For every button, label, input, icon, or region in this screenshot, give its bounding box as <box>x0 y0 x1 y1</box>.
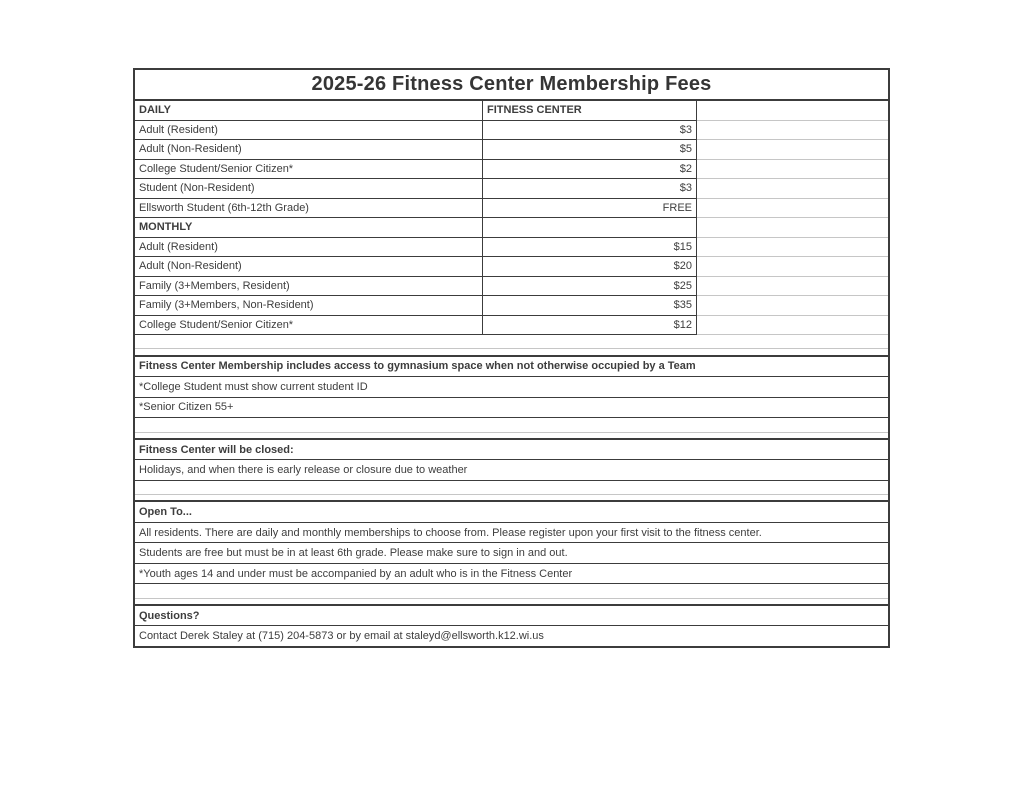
fee-price: $3 <box>483 121 697 141</box>
fee-price: FREE <box>483 199 697 219</box>
empty-cell <box>697 199 888 219</box>
note-line: *College Student must show current student ID <box>135 377 888 398</box>
empty-cell <box>697 257 888 277</box>
empty-cell <box>697 316 888 336</box>
gridline <box>135 348 888 349</box>
fee-row <box>135 277 888 297</box>
fee-price: $35 <box>483 296 697 316</box>
section-heading: Fitness Center Membership includes access to gymnasium space when not otherwise occupied by a Team <box>135 355 888 378</box>
fee-label: Family (3+Members, Non-Resident) <box>135 296 483 316</box>
contact-line: Contact Derek Staley at (715) 204-5873 or by email at staleyd@ellsworth.k12.wi.us <box>139 630 544 643</box>
gridline <box>135 432 888 433</box>
fee-row <box>135 199 888 219</box>
empty-cell <box>697 101 888 121</box>
section-heading: Questions? <box>135 604 888 627</box>
note-line: *Senior Citizen 55+ <box>135 398 888 419</box>
fee-price: $20 <box>483 257 697 277</box>
note-line: All residents. There are daily and monthly memberships to choose from. Please register upon your first visit to the fitness center. <box>135 523 888 544</box>
fee-label: Adult (Non-Resident) <box>135 257 483 277</box>
fee-price: $12 <box>483 316 697 336</box>
empty-cell <box>697 238 888 258</box>
fee-label: Ellsworth Student (6th-12th Grade) <box>135 199 483 219</box>
fee-row <box>135 238 888 258</box>
spacer-row <box>135 584 888 604</box>
fee-row <box>135 296 888 316</box>
fees-table <box>133 68 890 648</box>
empty-cell <box>697 140 888 160</box>
note-line: Holidays, and when there is early release or closure due to weather <box>135 460 888 481</box>
empty-cell <box>697 179 888 199</box>
fee-price: $2 <box>483 160 697 180</box>
column-header-fitness-center: FITNESS CENTER <box>483 101 697 121</box>
gridline <box>135 494 888 495</box>
fee-price: $3 <box>483 179 697 199</box>
fee-label: Student (Non-Resident) <box>135 179 483 199</box>
fee-row <box>135 140 888 160</box>
fee-label: Adult (Resident) <box>135 238 483 258</box>
column-header-monthly: MONTHLY <box>135 218 483 238</box>
fee-row <box>135 179 888 199</box>
note-line: Students are free but must be in at least 6th grade. Please make sure to sign in and out. <box>135 543 888 564</box>
fee-price: $25 <box>483 277 697 297</box>
fee-label: College Student/Senior Citizen* <box>135 160 483 180</box>
fee-row <box>135 316 888 336</box>
fee-label: Adult (Non-Resident) <box>135 140 483 160</box>
empty-cell <box>697 121 888 141</box>
fee-price: $15 <box>483 238 697 258</box>
fees-monthly-header-row <box>135 218 888 238</box>
fee-label: Family (3+Members, Resident) <box>135 277 483 297</box>
section-heading: Fitness Center will be closed: <box>135 438 888 461</box>
fee-row <box>135 121 888 141</box>
empty-cell <box>697 160 888 180</box>
fee-label: Adult (Resident) <box>135 121 483 141</box>
empty-cell <box>697 218 888 238</box>
note-line: *Youth ages 14 and under must be accompanied by an adult who is in the Fitness Center <box>135 564 888 585</box>
spacer-row <box>135 418 888 438</box>
empty-cell <box>697 277 888 297</box>
fee-price: $5 <box>483 140 697 160</box>
gridline <box>135 598 888 599</box>
fee-row <box>135 160 888 180</box>
spacer-row <box>135 335 888 355</box>
empty-cell <box>697 296 888 316</box>
section-heading: Open To... <box>135 500 888 523</box>
fee-row <box>135 257 888 277</box>
fee-label: College Student/Senior Citizen* <box>135 316 483 336</box>
empty-cell <box>483 218 697 238</box>
page-title: 2025-26 Fitness Center Membership Fees <box>135 70 888 101</box>
spacer-row <box>135 481 888 501</box>
column-header-daily: DAILY <box>135 101 483 121</box>
fees-header-row <box>135 101 888 121</box>
